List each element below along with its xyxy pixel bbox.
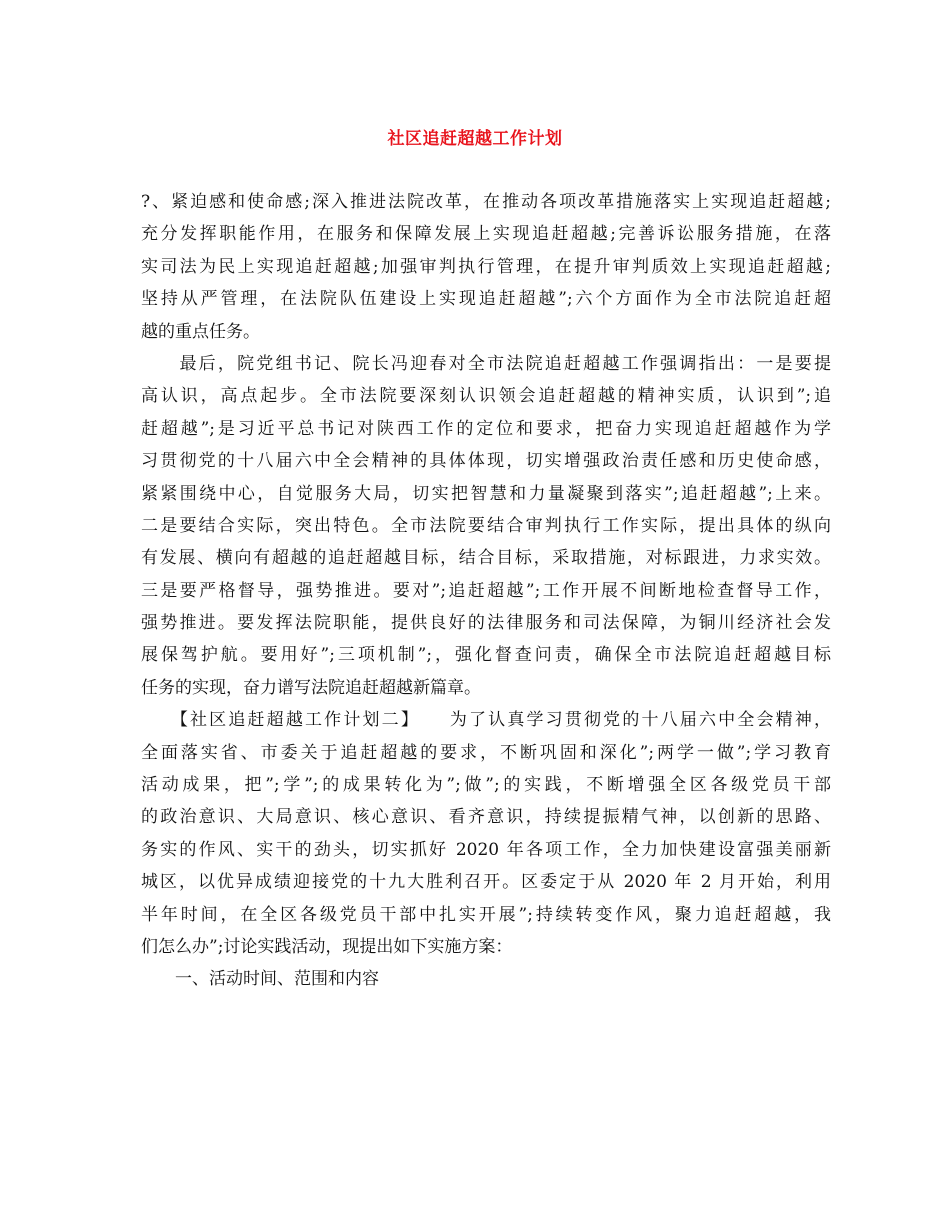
text-line: 坚持从严管理，在法院队伍建设上实现追赶超越”;六个方面作为全市法院追赶超	[141, 289, 831, 310]
text-line: 赶超越”;是习近平总书记对陕西工作的定位和要求，把奋力实现追赶超越作为学	[141, 418, 831, 439]
text-line: 半年时间，在全区各级党员干部中扎实开展”;持续转变作风，聚力追赶超越，我	[141, 904, 831, 925]
text-line: 越的重点任务。	[141, 321, 260, 342]
text-line: 强势推进。要发挥法院职能，提供良好的法律服务和司法保障，为铜川经济社会发	[141, 613, 831, 634]
text-line: 充分发挥职能作用，在服务和保障发展上实现追赶超越;完善诉讼服务措施，在落	[141, 224, 831, 245]
text-line: 习贯彻党的十八届六中全会精神的具体体现，切实增强政治责任感和历史使命感，	[141, 451, 831, 472]
text-line: 紧紧围绕中心，自觉服务大局，切实把智慧和力量凝聚到落实”;追赶超越”;上来。	[141, 483, 831, 504]
text-line: ?、紧迫感和使命感;深入推进法院改革，在推动各项改革措施落实上实现追赶超越;	[141, 192, 831, 212]
text-line: 有发展、横向有超越的追赶超越目标，结合目标，采取措施，对标跟进，力求实效。	[141, 548, 831, 569]
text-line: 活动成果，把”;学”;的成果转化为”;做”;的实践，不断增强全区各级党员干部	[141, 775, 831, 796]
text-line: 展保驾护航。要用好”;三项机制”;，强化督查问责，确保全市法院追赶超越目标	[141, 645, 831, 666]
text-line: 城区，以优异成绩迎接党的十九大胜利召开。区委定于从 2020 年 2 月开始，利用	[141, 872, 831, 893]
text-line: 三是要严格督导，强势推进。要对”;追赶超越”;工作开展不间断地检查督导工作，	[141, 580, 831, 601]
document-title: 社区追赶超越工作计划	[387, 129, 563, 149]
text-line: 全面落实省、市委关于追赶超越的要求，不断巩固和深化”;两学一做”;学习教育	[141, 742, 831, 763]
text-line: 的政治意识、大局意识、核心意识、看齐意识，持续提振精气神，以创新的思路、	[141, 807, 831, 828]
document-body	[141, 186, 831, 996]
text-line: 高认识，高点起步。全市法院要深刻认识领会追赶超越的精神实质，认识到”;追	[141, 386, 831, 407]
text-line: 任务的实现，奋力谱写法院追赶超越新篇章。	[141, 677, 481, 698]
text-line: 实司法为民上实现追赶超越;加强审判执行管理，在提升审判质效上实现追赶超越;	[141, 256, 831, 277]
text-line: 【社区追赶超越工作计划二】 为了认真学习贯彻党的十八届六中全会精神，	[141, 710, 831, 731]
text-line: 们怎么办”;讨论实践活动，现提出如下实施方案：	[141, 936, 513, 957]
text-line: 二是要结合实际，突出特色。全市法院要结合审判执行工作实际，提出具体的纵向	[141, 515, 831, 536]
text-line: 最后，院党组书记、院长冯迎春对全市法院追赶超越工作强调指出：一是要提	[141, 353, 831, 374]
text-line: 务实的作风、实干的劲头，切实抓好 2020 年各项工作，全力加快建设富强美丽新	[141, 839, 831, 860]
section-heading: 一、活动时间、范围和内容	[141, 969, 379, 990]
